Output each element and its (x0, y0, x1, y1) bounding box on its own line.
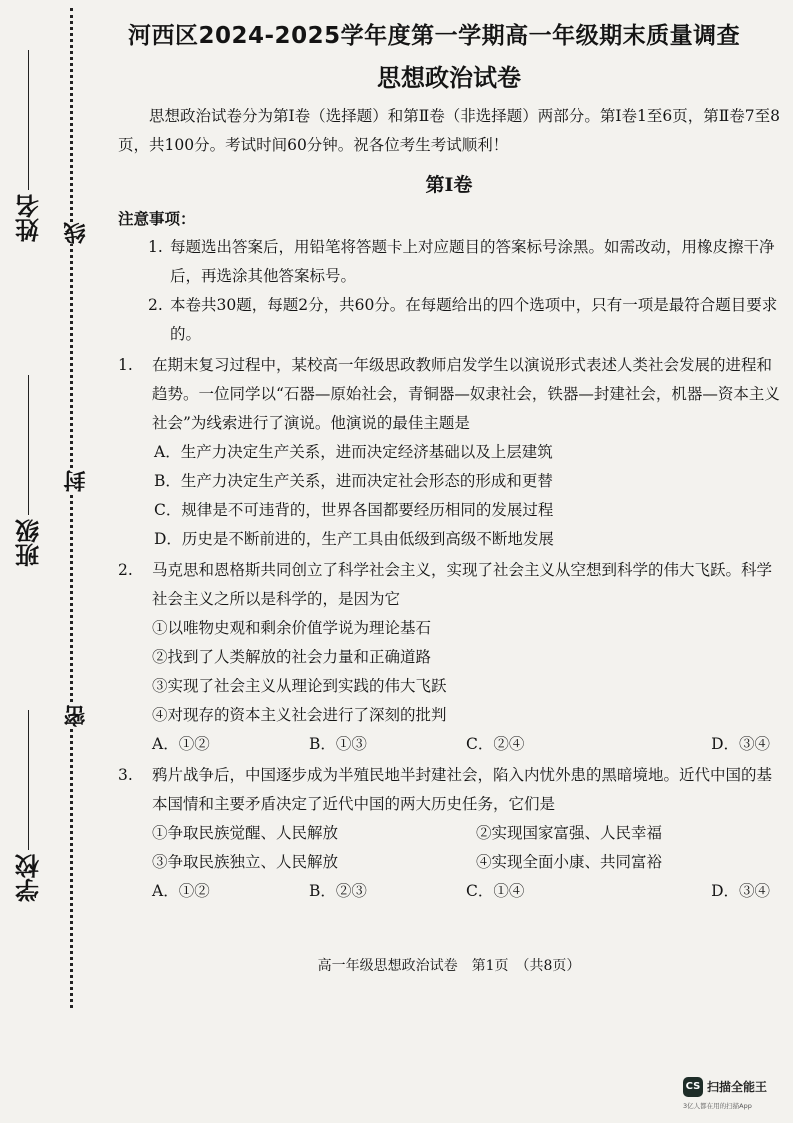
statement: ③实现了社会主义从理论到实践的伟大飞跃 (152, 677, 447, 695)
option-a[interactable]: A．生产力决定生产关系，进而决定经济基础以及上层建筑 (154, 443, 553, 461)
question-stem: 马克思和恩格斯共同创立了科学社会主义，实现了社会主义从空想到科学的伟大飞跃。科学社会主义之所以是科学的，是因为它 (152, 561, 773, 608)
note-item (148, 233, 780, 291)
school-blank[interactable] (29, 710, 30, 850)
question-stem: 鸦片战争后，中国逐步成为半殖民地半封建社会，陷入内忧外患的黑暗境地。近代中国的基本国情和主要矛盾决定了近代中国的两大历史任务，它们是 (152, 766, 773, 813)
class-blank[interactable] (29, 375, 30, 515)
exam-intro: 思想政治试卷分为第Ⅰ卷（选择题）和第Ⅱ卷（非选择题）两部分。第Ⅰ卷1至6页，第Ⅱ卷7至8页，共100分。考试时间60分钟。祝各位考生考试顺利！ (118, 107, 780, 154)
statement: ②找到了人类解放的社会力量和正确道路 (152, 648, 432, 666)
answer-choices (152, 877, 780, 906)
name-blank[interactable] (29, 50, 30, 190)
question-number: 3. (118, 766, 133, 784)
statements-grid (152, 819, 780, 877)
note-text: 本卷共30题，每题2分，共60分。在每题给出的四个选项中，只有一项是最符合题目要求的。 (170, 296, 778, 343)
choice-b[interactable]: B．①③ (309, 735, 367, 753)
exam-subject: 思想政治试卷 (377, 64, 521, 92)
question-3 (118, 761, 780, 906)
note-item (148, 291, 780, 349)
fold-mark-secret: 密 (60, 705, 84, 727)
choice-d[interactable]: D．③④ (711, 882, 770, 900)
class-field[interactable] (14, 375, 44, 567)
choice-d[interactable]: D．③④ (711, 735, 770, 753)
fold-mark-line: 线 (60, 222, 84, 244)
statement: ②实现国家富强、人民幸福 (476, 824, 663, 842)
exam-title: 河西区2024-2025学年度第一学期高一年级期末质量调查 (128, 23, 741, 49)
scanner-watermark (683, 1077, 783, 1117)
option-c[interactable]: C．规律是不可违背的，世界各国都要经历相同的发展过程 (154, 501, 554, 519)
name-label: 姓名 (14, 194, 44, 242)
choice-b[interactable]: B．②③ (309, 882, 367, 900)
binding-margin (0, 0, 110, 1020)
scanner-tagline: 3亿人都在用的扫描App (683, 1102, 752, 1110)
answer-choices (152, 730, 780, 759)
statement: ①争取民族觉醒、人民解放 (152, 824, 339, 842)
note-number: 2. (148, 296, 163, 314)
statement: ①以唯物史观和剩余价值学说为理论基石 (152, 619, 432, 637)
page-footer: 高一年级思想政治试卷 第1页 （共8页） (317, 958, 581, 974)
option-b[interactable]: B．生产力决定生产关系，进而决定社会形态的形成和更替 (154, 472, 553, 490)
option-d[interactable]: D．历史是不断前进的，生产工具由低级到高级不断地发展 (154, 530, 554, 548)
statement: ④实现全面小康、共同富裕 (476, 853, 663, 871)
choice-c[interactable]: C．②④ (466, 735, 525, 753)
school-label: 学校 (14, 854, 44, 902)
question-number: 2. (118, 561, 133, 579)
class-label: 班级 (14, 519, 44, 567)
question-2 (118, 556, 780, 759)
dotted-cut-line (70, 8, 73, 1008)
name-field[interactable] (14, 50, 44, 242)
school-field[interactable] (14, 710, 44, 902)
note-number: 1. (148, 238, 163, 256)
statement: ④对现存的资本主义社会进行了深刻的批判 (152, 706, 447, 724)
choice-a[interactable]: A．①② (152, 882, 210, 900)
section-title: 第Ⅰ卷 (425, 174, 473, 196)
fold-mark-seal: 封 (60, 470, 84, 492)
scanner-name: 扫描全能王 (707, 1080, 768, 1094)
exam-content (118, 16, 780, 906)
choice-c[interactable]: C．①④ (466, 882, 525, 900)
scanner-logo-icon: CS (683, 1077, 703, 1097)
note-text: 每题选出答案后，用铅笔将答题卡上对应题目的答案标号涂黑。如需改动，用橡皮擦干净后，再选涂其他答案标号。 (170, 238, 775, 285)
question-1 (118, 351, 780, 554)
question-stem: 在期末复习过程中，某校高一年级思政教师启发学生以演说形式表述人类社会发展的进程和趋势。一位同学以“石器—原始社会，青铜器—奴隶社会，铁器—封建社会，机器—资本主义社会”为线索进行了演说。他演说的最佳主题是 (152, 356, 780, 432)
statement: ③争取民族独立、人民解放 (152, 853, 339, 871)
notes-title: 注意事项： (118, 209, 196, 228)
question-number: 1. (118, 356, 133, 374)
choice-a[interactable]: A．①② (152, 735, 210, 753)
